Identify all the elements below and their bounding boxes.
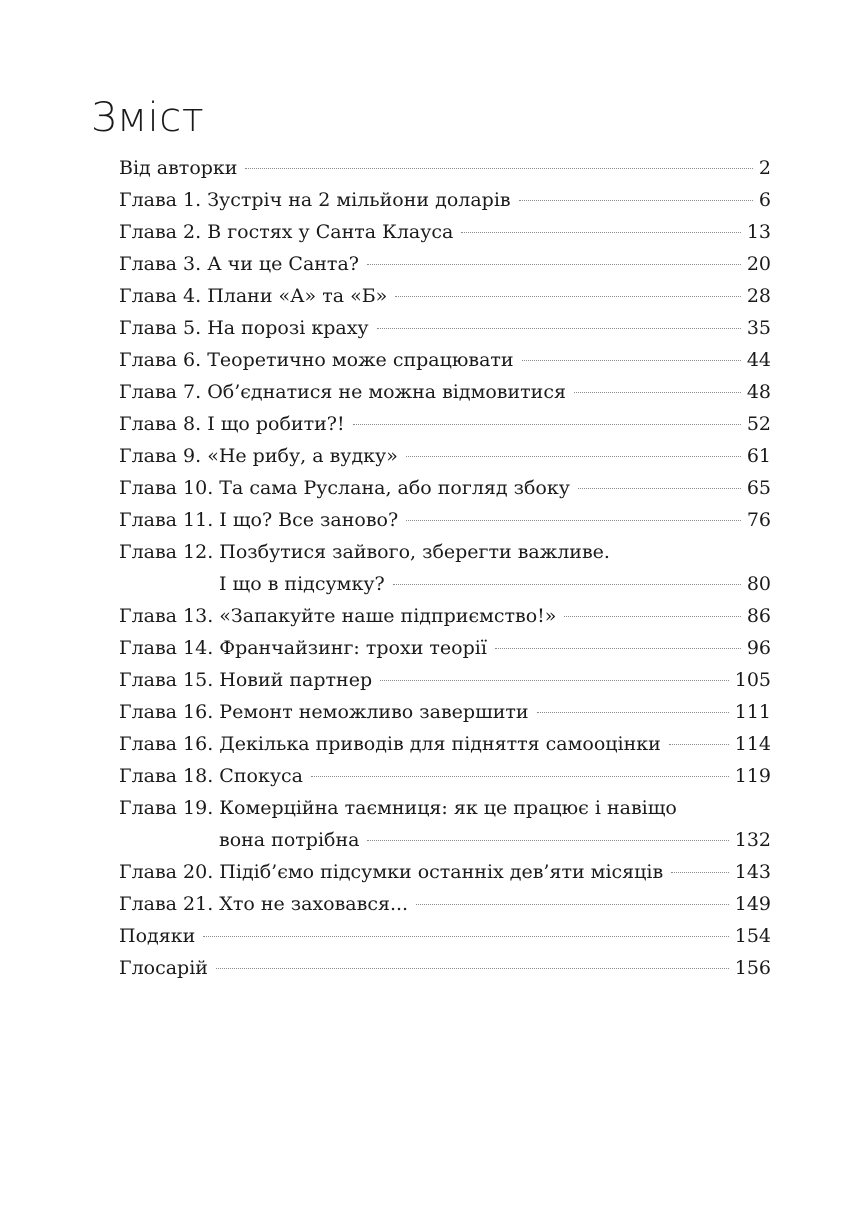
toc-entry-label: Глава 2. В гостях у Санта Клауса [119,221,454,243]
dot-leader [671,872,729,873]
toc-page-number: 28 [746,285,771,307]
dot-leader [377,328,741,329]
toc-page-number: 80 [746,573,771,595]
dot-leader [367,840,728,841]
toc-entry [119,440,771,472]
toc-entry [119,280,771,312]
dot-leader [353,424,741,425]
toc-page-number: 52 [746,413,771,435]
toc-page-number: 105 [734,669,771,691]
toc-entry-label: Глава 11. І що? Все заново? [119,509,399,531]
toc-page-number: 61 [746,445,771,467]
dot-leader [416,904,729,905]
dot-leader [522,360,741,361]
toc-page-number: 114 [734,733,771,755]
dot-leader [395,296,741,297]
toc-entry-label: Глава 7. Об’єднатися не можна відмовитися [119,381,566,403]
toc-entry [119,408,771,440]
toc-page-number: 149 [734,893,771,915]
toc-entry-label: Від авторки [119,157,238,179]
toc-entry [119,248,771,280]
toc-entry-label: Глава 21. Хто не заховався... [119,893,409,915]
dot-leader [203,936,729,937]
toc-entry [119,632,771,664]
toc-entry-continuation [119,568,771,600]
dot-leader [380,680,729,681]
toc-page-number: 86 [746,605,771,627]
toc-entry [119,888,771,920]
toc-entry-label: Глава 10. Та сама Руслана, або погляд збоку [119,477,570,499]
toc-entry [119,344,771,376]
toc-entry-label: Глава 12. Позбутися зайвого, зберегти важливе. [119,541,610,563]
dot-leader [406,520,741,521]
toc-page-number: 76 [746,509,771,531]
toc-entry-label: Глава 6. Теоретично може спрацювати [119,349,514,371]
toc-entry-label: Глава 20. Підіб’ємо підсумки останніх дев’яти місяців [119,861,664,883]
dot-leader [461,232,740,233]
dot-leader [311,776,729,777]
toc-entry-label: Глава 16. Ремонт неможливо завершити [119,701,529,723]
dot-leader [669,744,729,745]
toc-entry [119,504,771,536]
toc-page-number: 119 [734,765,771,787]
toc-page-number: 132 [734,829,771,851]
toc-page-number: 143 [734,861,771,883]
toc-page-number: 96 [746,637,771,659]
dot-leader [367,264,741,265]
toc-entry-label: вона потрібна [219,829,360,851]
toc-page-number: 35 [746,317,771,339]
toc-entry-label: Глава 4. Плани «А» та «Б» [119,285,388,307]
toc-entry [119,664,771,696]
toc-entry [119,856,771,888]
dot-leader [519,200,753,201]
toc-entry-label: Глава 1. Зустріч на 2 мільйони доларів [119,189,511,211]
toc-entry-label: І що в підсумку? [219,573,385,595]
dot-leader [495,648,741,649]
toc-entry [119,536,771,568]
toc-entry-label: Глава 19. Комерційна таємниця: як це працює і навіщо [119,797,677,819]
toc-entry [119,728,771,760]
toc-page-number: 156 [734,957,771,979]
dot-leader [578,488,741,489]
toc-entry-label: Глава 18. Спокуса [119,765,303,787]
toc-entry [119,216,771,248]
toc-page-number: 2 [758,157,771,179]
toc-page-number: 111 [734,701,771,723]
toc-entry-label: Глава 13. «Запакуйте наше підприємство!» [119,605,557,627]
toc-entry [119,152,771,184]
toc-entry [119,952,771,984]
toc-page-number: 20 [746,253,771,275]
toc-entry-label: Глава 15. Новий партнер [119,669,373,691]
toc-page-number: 65 [746,477,771,499]
toc-entry-label: Глава 9. «Не рибу, а вудку» [119,445,398,467]
toc-page-number: 6 [758,189,771,211]
toc-entry [119,472,771,504]
toc-entry [119,920,771,952]
dot-leader [537,712,729,713]
toc-entry-label: Глава 14. Франчайзинг: трохи теорії [119,637,487,659]
toc-entry-label: Глава 5. На порозі краху [119,317,369,339]
toc-entry [119,184,771,216]
toc-entry-label: Глава 8. І що робити?! [119,413,345,435]
toc-entry [119,600,771,632]
dot-leader [216,968,729,969]
toc-entry [119,760,771,792]
toc-page-number: 48 [746,381,771,403]
toc-entry [119,792,771,824]
dot-leader [245,168,752,169]
toc-page-number: 13 [746,221,771,243]
toc-page-number: 44 [746,349,771,371]
toc-entry [119,696,771,728]
toc-entry-label: Глава 3. А чи це Санта? [119,253,359,275]
toc-entry [119,376,771,408]
toc-entry-label: Глосарій [119,957,208,979]
toc-entry-label: Глава 16. Декілька приводів для підняття самооцінки [119,733,661,755]
dot-leader [393,584,741,585]
toc-entry [119,312,771,344]
toc-entry-continuation [119,824,771,856]
dot-leader [564,616,740,617]
table-of-contents [119,152,771,984]
toc-entry-label: Подяки [119,925,196,947]
dot-leader [574,392,741,393]
dot-leader [406,456,741,457]
toc-page-number: 154 [734,925,771,947]
page-title: Зміст [91,95,205,141]
